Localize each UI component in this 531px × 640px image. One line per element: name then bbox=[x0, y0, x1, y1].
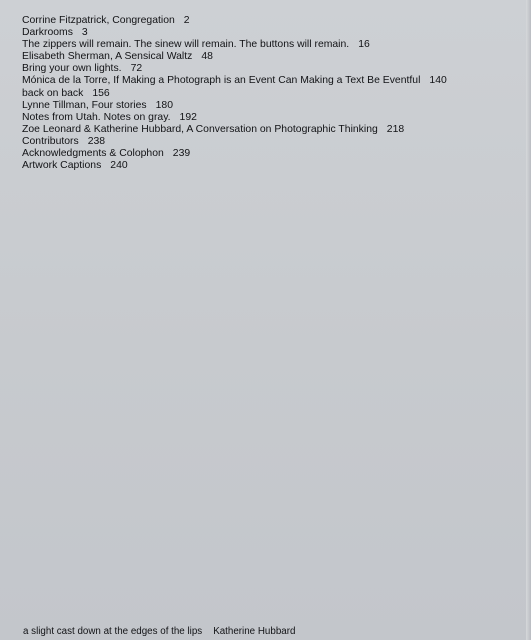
toc-entry-title: Mónica de la Torre, If Making a Photograph is an Event Can Making a Text Be Eventful bbox=[22, 75, 421, 87]
toc-entry bbox=[22, 100, 447, 112]
page-edge bbox=[526, 0, 531, 640]
toc-entry-title: Lynne Tillman, Four stories bbox=[22, 99, 147, 111]
toc-entry bbox=[22, 63, 447, 75]
toc-entry-page: 2 bbox=[183, 15, 190, 26]
toc-entry-title: Artwork Captions bbox=[22, 160, 102, 172]
toc-entry-page: 218 bbox=[386, 123, 405, 135]
toc-entry-title: Corrine Fitzpatrick, Congregation bbox=[22, 15, 175, 26]
toc-entry-page: 240 bbox=[110, 160, 128, 172]
toc-entry bbox=[22, 136, 447, 148]
toc-entry-title: Elisabeth Sherman, A Sensical Waltz bbox=[22, 51, 193, 63]
toc-entry-title: Contributors bbox=[22, 135, 79, 147]
toc-entry-page: 16 bbox=[358, 39, 370, 51]
toc-entry bbox=[22, 148, 447, 160]
footer-author: Katherine Hubbard bbox=[213, 626, 296, 637]
toc-entry-page: 48 bbox=[201, 51, 213, 63]
toc-entry bbox=[22, 160, 447, 172]
toc-entry bbox=[22, 39, 447, 51]
toc-entry-page: 72 bbox=[130, 63, 143, 75]
toc-entry bbox=[22, 124, 447, 136]
toc-entry bbox=[22, 75, 447, 87]
toc-entry-title: Darkrooms bbox=[22, 27, 73, 39]
toc-entry-page: 239 bbox=[172, 148, 191, 160]
toc-entry-page: 140 bbox=[429, 75, 447, 87]
toc-entry bbox=[22, 51, 447, 63]
toc-entry-title: Acknowledgments & Colophon bbox=[22, 148, 164, 160]
footer-book-title: a slight cast down at the edges of the lips bbox=[23, 626, 203, 637]
toc-entry bbox=[22, 15, 447, 27]
toc-entry bbox=[22, 27, 447, 39]
toc-entry-page: 192 bbox=[179, 111, 197, 123]
toc-entry-page: 3 bbox=[81, 27, 88, 39]
toc-entry bbox=[22, 112, 447, 124]
table-of-contents bbox=[22, 15, 447, 172]
toc-entry-page: 238 bbox=[87, 135, 106, 147]
toc-entry-page: 156 bbox=[92, 87, 110, 99]
toc-entry bbox=[22, 88, 447, 100]
running-footer bbox=[23, 626, 295, 637]
toc-entry-title: The zippers will remain. The sinew will remain. The buttons will remain. bbox=[22, 39, 350, 51]
toc-entry-title: Zoe Leonard & Katherine Hubbard, A Conversation on Photographic Thinking bbox=[22, 123, 378, 135]
toc-entry-page: 180 bbox=[155, 99, 173, 111]
toc-entry-title: Notes from Utah. Notes on gray. bbox=[22, 111, 171, 123]
toc-entry-title: Bring your own lights. bbox=[22, 63, 122, 75]
toc-entry-title: back on back bbox=[22, 87, 84, 99]
